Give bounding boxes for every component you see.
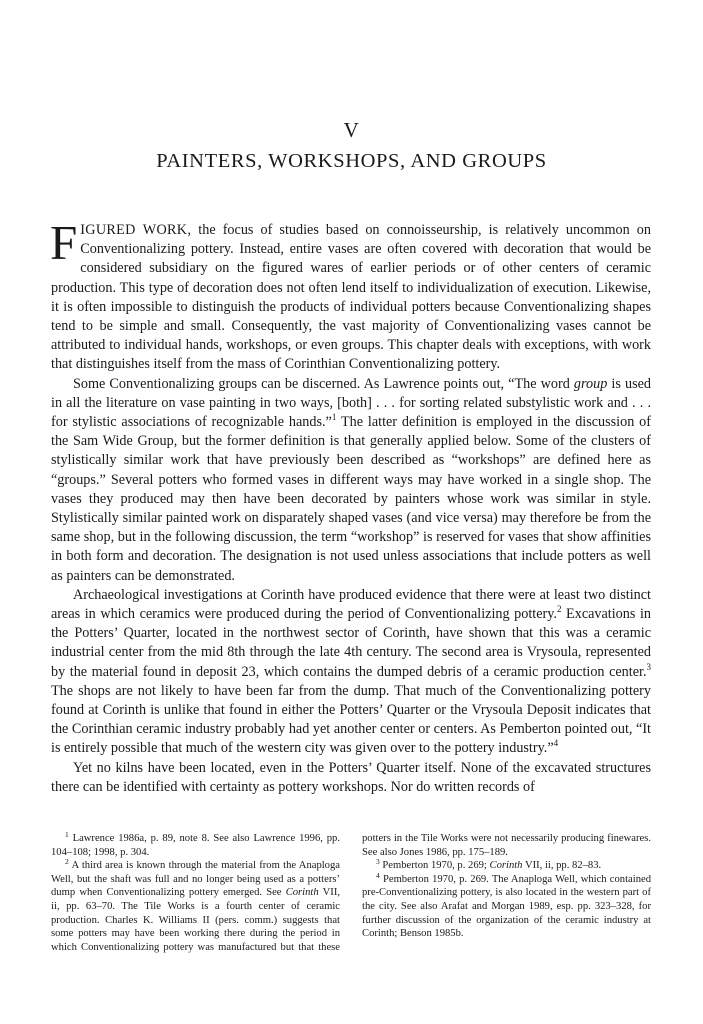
footnote-ref-4[interactable]: 4 (553, 738, 559, 749)
opening-words: IGURED WORK, (80, 222, 192, 238)
paragraph-4: Yet no kilns have been located, even in the Potters’ Quarter itself. None of the excavated structures there can be identified with certainty as pottery workshops. Nor do written records of (51, 759, 651, 795)
footnotes (51, 832, 651, 954)
footnote-1-number: 1 (65, 830, 69, 839)
paragraph-1-text: the focus of studies based on connoisseurship, is relatively uncommon on Conventionalizing pottery. Instead, entire vases are often covered with decoration that would be considered subsidiary on the figured wares of earlier periods or of other centers of ceramic production. This type of decoration does not often lend itself to individualization of execution. Likewise, it is often impossible to distinguish the products of individual potters because Conventionalizing shapes tend to be simple and small. Consequently, the vast majority of Conventionalizing vases cannot be attributed to individual hands, workshops, or even groups. This chapter deals with exceptions, with work that distinguishes itself from the mass of Corinthian Conventionalizing pottery. (51, 222, 651, 373)
footnote-3-text-b: VII, ii, pp. 82–83. (522, 860, 602, 872)
drop-cap: F (50, 215, 78, 270)
body-text (50, 215, 652, 797)
paragraph-3-text-b: Excavations in the Potters’ Quarter, located in the northwest sector of Corinth, have shown that this was a ceramic industrial center from the mid 8th through the late 4th century. The second area is Vrysoula, represented by the material found in deposit 23, which contains the dumped debris of a ceramic production center. (51, 606, 652, 680)
paragraph-2-text-b: is used in all the literature on vase painting in two ways, [both] . . . for sorting related substylistic work and . . . for stylistic associations of recognizable hands.” (51, 375, 651, 431)
paragraph-3-text-a: Archaeological investigations at Corinth have produced evidence that there were at least two distinct areas in which ceramics were produced during the period of Conventionalizing pottery. (51, 586, 651, 623)
footnote-3-number: 3 (376, 857, 380, 867)
footnote-3 (362, 859, 651, 873)
footnote-1 (51, 832, 340, 859)
paragraph-2-text-a: Some Conventionalizing groups can be discerned. As Lawrence points out, “The word (73, 375, 574, 392)
paragraph-3 (51, 586, 651, 759)
footnote-2-text-b: VII, ii, pp. 63–70. The Tile Works is a fourth center of ceramic production. Charles K. Williams II (pers. comm.) suggests that some potters may have been working there during the period in which Conventionalizing pottery was manufactured but that these potters in the Tile Works were not necessarily producing finewares. See also Jones 1986, pp. 175–189. (51, 833, 651, 953)
footnote-ref-3[interactable]: 3 (646, 661, 651, 672)
footnote-2-number: 2 (65, 857, 69, 867)
paragraph-2 (51, 375, 651, 586)
footnote-ref-1[interactable]: 1 (331, 412, 337, 423)
chapter-number: V (343, 118, 360, 142)
italic-term: group (573, 375, 608, 392)
footnote-4 (362, 870, 651, 941)
footnote-4-number: 4 (376, 870, 380, 880)
chapter-title: PAINTERS, WORKSHOPS, AND GROUPS (156, 150, 547, 172)
paragraph-2-text-c: The latter definition is employed in the discussion of the Sam Wide Group, but the former definition is that generally applied below. Some of the clusters of stylistically similar work that have previously been described as “workshops” are defined here as “groups.” Several potters who formed vases in different ways may have worked in a single shop. The vases they produced may then have been decorated by painters whose work was similar in style. Stylistically similar painted work on disparately shaped vases (and vice versa) may therefore be from the same shop, but in the following discussion, the term “workshop” is reserved for vases that show affinities in both form and decoration. The designation is not used unless associations that include potters as well as painters can be demonstrated. (51, 414, 652, 584)
footnote-2-text-a: A third area is known through the material from the Anaploga Well, but the shaft was full and no longer being used as a potters’ dump when Conventionalizing pottery emerged. See (51, 860, 340, 899)
paragraph-3-text-c: The shops are not likely to have been far from the dump. That much of the Conventionalizing pottery found at Corinth is unlike that found in either the Potters’ Quarter or the Vrysoula Deposit indicates that the Corinthian ceramic industry probably had yet another center or centers. As Pemberton pointed out, “It is entirely possible that much of the western city was given over to the pottery industry.” (51, 682, 651, 757)
footnote-3-italic: Corinth (489, 860, 523, 872)
footnote-1-text: Lawrence 1986a, p. 89, note 8. See also Lawrence 1996, pp. 104–108; 1998, p. 304. (51, 833, 340, 858)
paragraph-1 (50, 215, 651, 375)
footnote-2-italic: Corinth (285, 887, 319, 899)
footnote-ref-2[interactable]: 2 (556, 604, 562, 615)
footnote-4-text: Pemberton 1970, p. 269. The Anaploga Well, which contained pre-Conventionalizing pottery, is also located in the western part of the city. See also Arafat and Morgan 1989, esp. pp. 323–328, for further discussion of the organization of the ceramic industry at Corinth; Benson 1985b. (362, 873, 651, 940)
footnote-3-text-a: Pemberton 1970, p. 269; (382, 860, 490, 872)
